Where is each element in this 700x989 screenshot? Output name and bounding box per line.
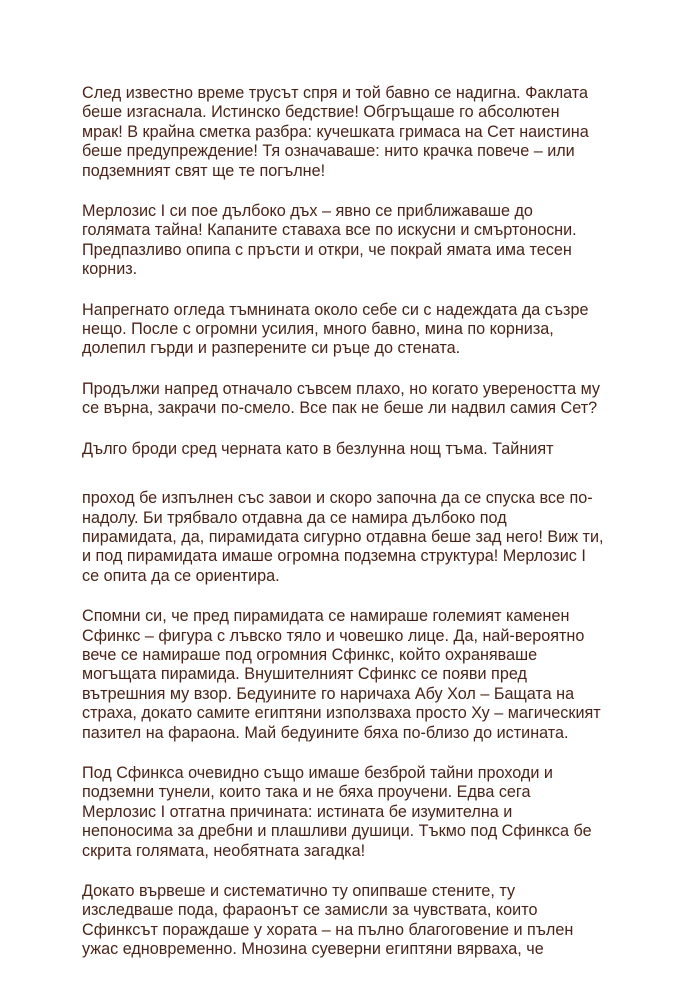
- document-page: [82, 84, 622, 981]
- text-line: се върна, закрачи по-смело. Все пак не беше ли надвил самия Сет?: [82, 399, 598, 418]
- paragraph-9: [82, 882, 622, 960]
- text-line: могъщата пирамида. Внушителният Сфинкс се появи пред: [82, 665, 527, 684]
- text-line: Сфинкс – фигура с лъвско тяло и човешко лице. Да, най-вероятно: [82, 626, 585, 645]
- text-line: вече се намираше под огромния Сфинкс, който охраняваше: [82, 645, 538, 664]
- text-line: изследваше пода, фараонът се замисли за чувствата, които: [82, 901, 538, 920]
- text-line: надолу. Би трябвало отдавна да се намира дълбоко под: [82, 508, 507, 527]
- text-line: Продължи напред отначало съвсем плахо, но когато увереността му: [82, 379, 601, 398]
- text-line: вътрешния му взор. Бедуините го наричаха Абу Хол – Бащата на: [82, 684, 575, 703]
- text-line: скрита голямата, необятната загадка!: [82, 841, 366, 860]
- paragraph-6: [82, 489, 622, 586]
- text-line: мрак! В крайна сметка разбра: кучешката гримаса на Сет наистина: [82, 122, 589, 141]
- text-line: се опита да се ориентира.: [82, 566, 280, 585]
- text-line: Сфинксът пораждаше у хората – на пълно благоговение и пълен: [82, 920, 574, 939]
- text-line: проход бе изпълнен със завои и скоро започна да се спуска все по-: [82, 489, 593, 508]
- text-line: долепил гърди и разперените си ръце до стената.: [82, 339, 461, 358]
- text-line: пирамидата, да, пирамидата сигурно отдавна беше зад него! Виж ти,: [82, 527, 604, 546]
- paragraph-3: [82, 301, 622, 359]
- text-line: Спомни си, че пред пирамидата се намираше големият каменен: [82, 607, 570, 626]
- text-line: беше изгаснала. Истинско бедствие! Обгръщаше го абсолютен: [82, 103, 560, 122]
- paragraph-2: [82, 202, 622, 280]
- text-line: Напрегнато огледа тъмнината около себе си с надеждата да съзре: [82, 300, 589, 319]
- text-line: Докато вървеше и систематично ту опипваше стените, ту: [82, 882, 516, 900]
- text-line: Дълго броди сред черната като в безлунна нощ тъма. Тайният: [82, 439, 554, 458]
- paragraph-8: [82, 764, 622, 861]
- text-line: голямата тайна! Капаните ставаха все по искусни и смъртоносни.: [82, 221, 577, 240]
- text-line: страха, докато самите египтяни използваха просто Ху – магическият: [82, 704, 601, 723]
- text-line: беше предупреждение! Тя означаваше: нито крачка повече – или: [82, 142, 575, 161]
- text-line: ужас едновременно. Мнозина суеверни египтяни вярваха, че: [82, 940, 544, 959]
- text-line: Предпазливо опипа с пръсти и откри, че покрай ямата има тесен: [82, 240, 572, 259]
- text-line: пазител на фараона. Май бедуините бяха по-близо до истината.: [82, 723, 569, 742]
- paragraph-1: [82, 84, 622, 181]
- text-line: непоносима за дребни и плашливи душици. Тъкмо под Сфинкса бе: [82, 822, 592, 841]
- paragraph-5: [82, 440, 622, 459]
- text-line: подземни тунели, които така и не бяха проучени. Едва сега: [82, 783, 531, 802]
- text-line: и под пирамидата имаше огромна подземна структура! Мерлозис I: [82, 547, 586, 566]
- text-line: корниз.: [82, 260, 138, 279]
- text-line: Мерлозис I си пое дълбоко дъх – явно се приближаваше до: [82, 202, 533, 221]
- text-line: Мерлозис I отгатна причината: истината бе изумителна и: [82, 802, 513, 821]
- text-line: Под Сфинкса очевидно също имаше безброй тайни проходи и: [82, 763, 553, 782]
- paragraph-4: [82, 380, 622, 419]
- text-line: подземният свят ще те погълне!: [82, 161, 326, 180]
- text-line: нещо. После с огромни усилия, много бавно, мина по корниза,: [82, 320, 554, 339]
- text-line: След известно време трусът спря и той бавно се надигна. Факлата: [82, 84, 589, 102]
- paragraph-7: [82, 607, 622, 743]
